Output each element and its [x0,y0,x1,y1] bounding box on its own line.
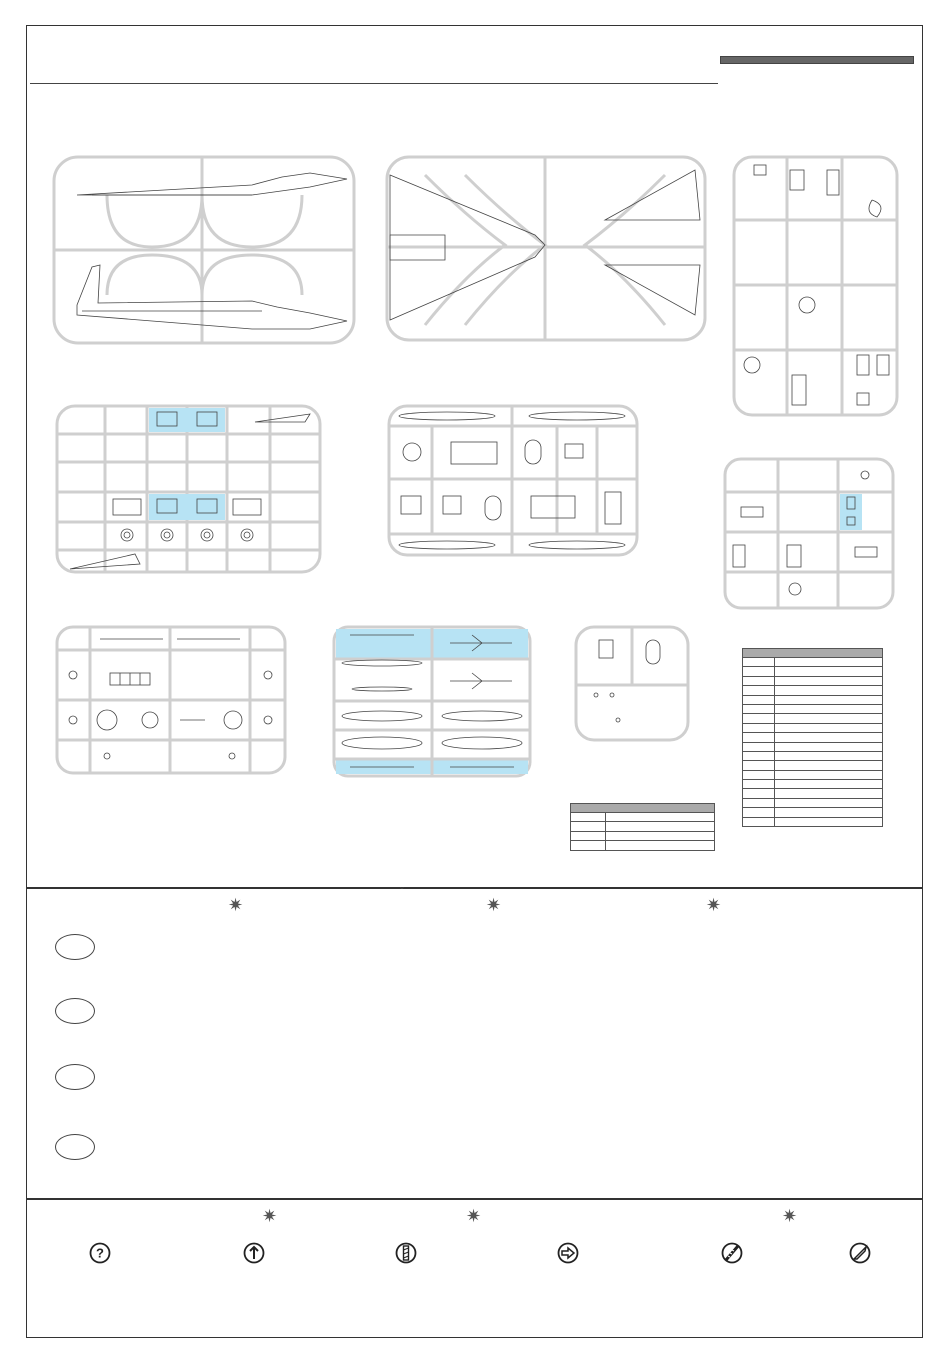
sprue-cockpit-details [732,155,899,417]
sprue-small-parts [723,457,895,610]
star-icon-1: ✷ [228,895,244,915]
parts-table-small [570,803,715,851]
knife-icon [849,1242,871,1264]
sprue-intakes-wheels [55,404,322,574]
star-icon-3: ✷ [706,895,722,915]
title-rule [30,83,718,84]
star-icon-2: ✷ [486,895,502,915]
sprue-tanks-panels [387,404,639,557]
section-divider-2 [26,1198,923,1200]
title-bar [720,56,914,64]
drill-icon [395,1242,417,1264]
parts-table-large [742,648,883,827]
language-badge-1 [55,934,95,960]
svg-text:?: ? [96,1245,104,1261]
up-arrow-icon [243,1242,265,1264]
star-icon-4: ✷ [262,1206,278,1226]
sprue-wings-lower [385,155,707,342]
arrow-right-icon [557,1242,579,1264]
star-icon-6: ✷ [782,1206,798,1226]
sprue-ladder-details [55,625,287,775]
saw-icon [721,1242,743,1264]
section-divider-1 [26,887,923,889]
sprue-missiles-tanks [332,625,532,778]
language-badge-4 [55,1134,95,1160]
star-icon-5: ✷ [466,1206,482,1226]
language-badge-2 [55,998,95,1024]
section-marker: ˇ [400,885,404,899]
sprue-fuselage-halves [52,155,357,347]
question-icon [89,1242,111,1264]
clear-parts-sprue [574,625,690,742]
language-badge-3 [55,1064,95,1090]
